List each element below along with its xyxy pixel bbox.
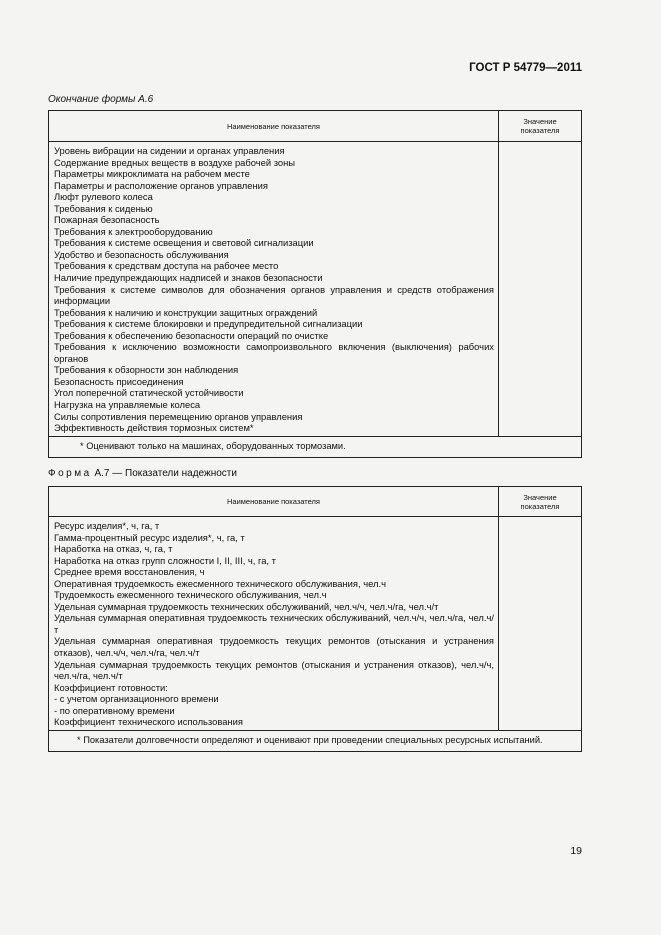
list-item: Люфт рулевого колеса [54, 191, 153, 203]
list-item: Коэффициент готовности: [54, 681, 168, 693]
document-id: ГОСТ Р 54779—2011 [469, 62, 582, 74]
list-item: Содержание вредных веществ в воздухе рабочей зоны [54, 156, 296, 168]
indicator-list [49, 517, 499, 731]
column-header-value-line: показателя [520, 501, 560, 511]
list-item: Наработка на отказ групп сложности I, II, III, ч, га, т [54, 554, 276, 566]
list-item: Требования к электрооборудованию [54, 225, 213, 237]
table-header-row [49, 111, 582, 142]
form-a6-caption: Окончание формы А.6 [48, 94, 154, 105]
list-item: Угол поперечной статической устойчивости [54, 387, 244, 399]
page-number: 19 [570, 845, 582, 857]
column-header-value [499, 111, 582, 142]
column-header-name: Наименование показателя [49, 487, 499, 517]
list-item: Удельная суммарная оперативная трудоемкость текущих ремонтов (отыскания и устранения отказов), чел.ч/ч, чел.ч/га, чел.ч/т [54, 635, 494, 659]
list-item: Наличие предупреждающих надписей и знаков безопасности [54, 272, 323, 284]
table-footnote-row [49, 436, 582, 457]
list-item: Параметры микроклимата на рабочем месте [54, 168, 250, 180]
list-item: Удельная суммарная трудоемкость технических обслуживаний, чел.ч/ч, чел.ч/га, чел.ч/т [54, 600, 439, 612]
form-a7-caption-prefix: Форма [48, 468, 92, 479]
form-a7-table [48, 486, 582, 752]
list-item: Уровень вибрации на сидении и органах управления [54, 145, 285, 156]
list-item: - по оперативному времени [54, 704, 175, 716]
list-item: Требования к системе блокировки и предупредительной сигнализации [54, 318, 363, 330]
list-item: Коэффициент технического использования [54, 716, 243, 728]
form-a7-caption-title: А.7 — Показатели надежности [91, 468, 237, 479]
list-item: Гамма-процентный ресурс изделия*, ч, га, т [54, 531, 245, 543]
column-header-name: Наименование показателя [49, 111, 499, 142]
list-item: Требования к наличию и конструкции защитных ограждений [54, 306, 318, 318]
list-item: Трудоемкость ежесменного технического обслуживания, чел.ч [54, 589, 327, 601]
column-header-value-line: показателя [520, 126, 560, 135]
list-item: Удельная суммарная трудоемкость текущих ремонтов (отыскания и устранения отказов), чел.ч/ч, чел.ч/га, чел.ч/т [54, 658, 494, 682]
list-item: Требования к системе символов для обозначения органов управления и средств отображения информации [54, 283, 494, 307]
value-cell [499, 142, 582, 437]
list-item: Требования к обеспечению безопасности операций по очистке [54, 329, 329, 341]
table-footnote-row [49, 730, 582, 751]
list-item: Удельная суммарная оперативная трудоемкость технических обслуживаний, чел.ч/ч, чел.ч/га, чел.ч/т [54, 612, 494, 635]
list-item: Эффективность действия тормозных систем* [54, 422, 254, 434]
form-a6-table [48, 110, 582, 458]
column-header-value [499, 487, 582, 517]
list-item: Требования к средствам доступа на рабочее место [54, 260, 279, 272]
list-item: Безопасность присоединения [54, 375, 184, 387]
list-item: Силы сопротивления перемещению органов управления [54, 410, 303, 422]
indicator-list [49, 142, 499, 437]
list-item: - с учетом организационного времени [54, 693, 219, 705]
footnote: * Показатели долговечности определяют и оценивают при проведении специальных ресурсных испытаний. [49, 730, 582, 751]
value-cell [499, 517, 582, 731]
footnote: * Оценивают только на машинах, оборудованных тормозами. [49, 436, 582, 457]
list-item: Ресурс изделия*, ч, га, т [54, 520, 160, 531]
list-item: Требования к сиденью [54, 202, 153, 214]
list-item: Наработка на отказ, ч, га, т [54, 543, 173, 555]
list-item: Параметры и расположение органов управления [54, 179, 268, 191]
table-body-row [49, 517, 582, 731]
form-a7-caption [48, 468, 237, 479]
list-item: Нагрузка на управляемые колеса [54, 399, 201, 411]
column-header-value-line: Значение [523, 117, 557, 126]
list-item: Оперативная трудоемкость ежесменного технического обслуживания, чел.ч [54, 577, 386, 589]
list-item: Среднее время восстановления, ч [54, 566, 205, 578]
table-body-row [49, 142, 582, 437]
column-header-value-line: Значение [523, 492, 557, 502]
list-item: Требования к исключению возможности самопроизвольного включения (выключения) рабочих органов [54, 341, 494, 364]
list-item: Пожарная безопасность [54, 214, 160, 226]
list-item: Удобство и безопасность обслуживания [54, 248, 229, 260]
list-item: Требования к обзорности зон наблюдения [54, 364, 239, 376]
list-item: Требования к системе освещения и световой сигнализации [54, 237, 314, 249]
table-header-row [49, 487, 582, 517]
